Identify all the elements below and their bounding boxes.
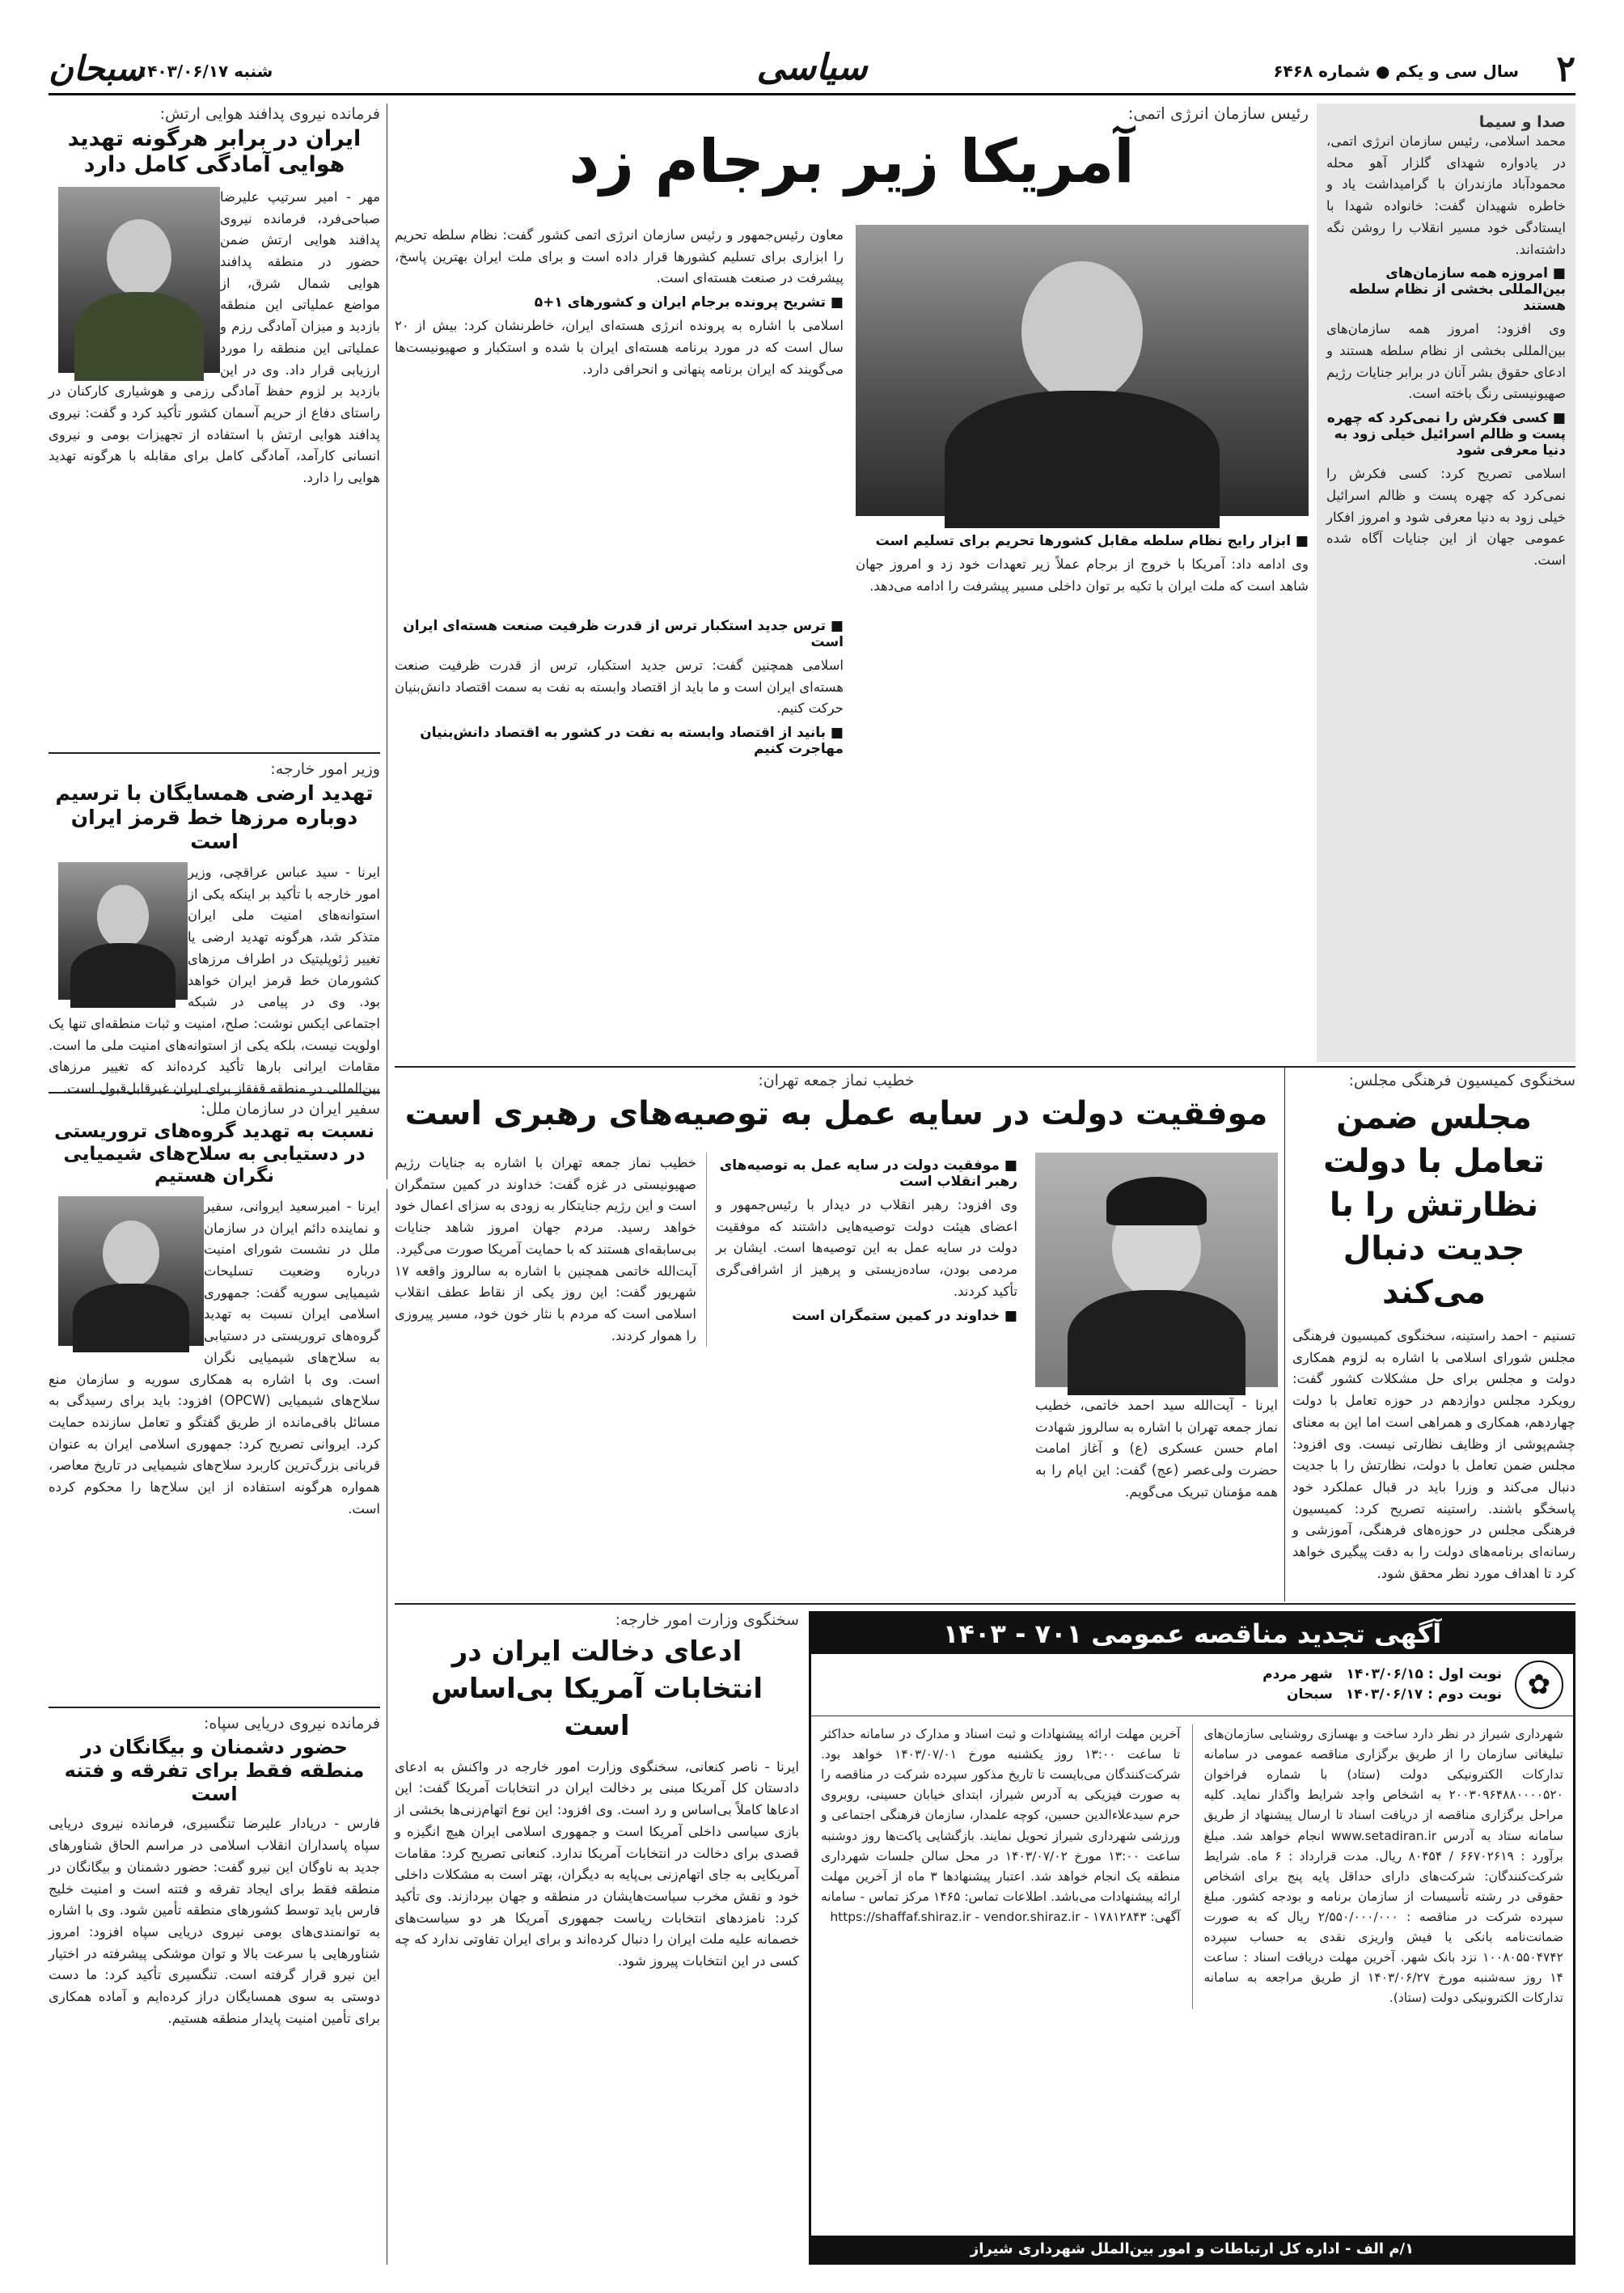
story-body: ایرنا - سید عباس عراقچی، وزیر امور خارجه با تأکید بر اینکه یکی از استوانه‌های امنیت ملی ایران متذکر شد، هرگونه تهدید ارضی یا تغییر ژئوپلیتیک در اطراف مرزهای کشورمان خط قرمز ایران خواهد بود. وی در پیامی در شبکه اجتماعی ایکس نوشت: صلح، امنیت و ثبات منطقه‌ای تنها یک اولویت نیست، بلکه یکی از استوانه‌های امنیت ملی ما است. مقامات ایرانی بارها تأکید کرده‌اند که تغییر مرزهای بین‌المللی در منطقه قفقاز برای ایران غیرقابل‌قبول است. — [49, 865, 380, 1097]
ad-partner: سبحان — [1287, 1686, 1333, 1703]
column-divider — [1284, 1068, 1285, 1601]
ad-header-row — [811, 1654, 1573, 1716]
story-headline: ایران در برابر هرگونه تهدید هوایی آمادگی کامل دارد — [67, 126, 362, 178]
municipality-emblem-icon — [1515, 1661, 1563, 1709]
lead-paragraph: اسلامی با اشاره به پرونده انرژی هسته‌ای ایران، خاطرنشان کرد: بیش از ۲۰ سال است که در مورد برنامه هسته‌ای ایران با شده و استکبار و صهیونیست‌ها می‌گویند که ایران برنامه پنهانی و انحرافی دارد. — [395, 318, 844, 377]
commander-photo — [58, 187, 220, 373]
lead-headline: آمریکا زیر برجام زد — [569, 127, 1135, 197]
lead-subhead: ■ ترس جدید استکبار ترس از قدرت ظرفیت صنعت هسته‌ای ایران است — [395, 618, 844, 650]
lead-subhead: ■ بانید از اقتصاد وابسته به نفت در کشور به اقتصاد دانش‌بنیان مهاجرت کنیم — [395, 725, 844, 757]
sidebar-paragraph: وی افزود: امروز همه سازمان‌های بین‌المللی بخشی از نظام سلطه هستند و ادعای حقوق بشر آنان در برابر جنایات رژیم صهیونیستی رنگ باخته است. — [1326, 321, 1566, 402]
section-divider — [49, 1707, 380, 1708]
story-body: مهر - امیر سرتیپ علیرضا صباحی‌فرد، فرمانده نیروی پدافند هوایی ارتش ضمن حضور در منطقه پدافند هوایی شمال شرق، از مواضع عملیاتی این منطقه بازدید و میزان آمادگی رزم و عملیاتی این منطقه را مورد ارزیابی قرار داد. وی در این بازدید بر لزوم حفظ آمادگی رزمی و هوشیاری کارکنان در راستای دفاع از حریم آسمان کشور تأکید کرد و گفت: نیروی پدافند هوایی ارتش با استفاده از تجهیزات بومی و نیروی انسانی کارآمد، آمادگی کامل برای مقابله با هرگونه تهدید هوایی را دارد. — [49, 188, 380, 486]
story-air-defense — [49, 105, 380, 748]
story-paragraph: ایرنا - آیت‌الله سید احمد خاتمی، خطیب نماز جمعه تهران با اشاره به سالروز شهادت امام حسن عسکری (ع) و آغاز امامت حضرت ولی‌عصر (عج) گفت: این ایام را به همه مؤمنان تبریک می‌گویم. — [1035, 1398, 1278, 1500]
lead-subhead: ■ ابزار رایج نظام سلطه مقابل کشورها تحریم برای تسلیم است — [856, 533, 1309, 549]
lead-kicker: رئیس سازمان انرژی اتمی: — [1127, 104, 1309, 123]
story-kicker: سخنگوی کمیسیون فرهنگی مجلس: — [1348, 1072, 1575, 1089]
sidebar-subhead: ■ کسی فکرش را نمی‌کرد که چهره پست و ظالم اسرائیل خیلی زود به دنیا معرفی شود — [1326, 410, 1566, 459]
story-parliament — [1292, 1072, 1575, 1597]
ad-body — [811, 1716, 1573, 2017]
story-kicker: فرمانده نیروی دریایی سپاه: — [203, 1715, 380, 1732]
story-body: ایرنا - امیرسعید ایروانی، سفیر و نماینده دائم ایران در سازمان ملل در نشست شورای امنیت درباره وضعیت تسلیحات شیمیایی سوریه گفت: جمهوری اسلامی ایران نسبت به تهدید گروه‌های تروریستی در دستیابی به سلاح‌های شیمیایی نگران است. وی با اشاره به همکاری سوریه و سازمان منع سلاح‌های شیمیایی (OPCW) افزود: باید برای رسیدگی به مسائل باقی‌مانده از طریق گفتگو و تعامل سازنده حمایت کرد. ایروانی تصریح کرد: جمهوری اسلامی ایران به عنوان قربانی بزرگ‌ترین کاربرد سلاح‌های شیمیایی در تاریخ معاصر، همواره هرگونه استفاده از این سلاح‌ها را محکوم کرده است. — [49, 1198, 380, 1517]
sidebar-kicker: صدا و سیما — [1478, 113, 1566, 131]
ad-round-1: نوبت اول : ۱۴۰۳/۰۶/۱۵ — [1346, 1665, 1502, 1682]
page-number: ۲ — [1556, 49, 1575, 90]
envoy-photo — [58, 1196, 204, 1346]
story-kicker: فرمانده نیروی پدافند هوایی ارتش: — [159, 105, 380, 123]
ad-title: آگهی تجدید مناقصه عمومی ۷۰۱ - ۱۴۰۳ — [811, 1614, 1573, 1654]
section-divider — [49, 752, 380, 754]
lead-paragraph: اسلامی همچنین گفت: ترس جدید استکبار، ترس از قدرت ظرفیت صنعت هسته‌ای ایران است و ما باید از اقتصاد وابسته به نفت به سمت اقتصاد دانش‌بنیان حرکت کنیم. — [395, 658, 844, 717]
ad-city: شهر مردم — [1262, 1665, 1333, 1682]
story-body: فارس - دریادار علیرضا تنگسیری، فرمانده نیروی دریایی سپاه پاسداران انقلاب اسلامی در مراسم الحاق شناورهای جدید به ناوگان این نیرو گفت: حضور دشمنان و بیگانگان در منطقه فقط برای ایجاد تفرقه و فتنه است و امنیت خلیج فارس باید توسط کشورهای منطقه تأمین شود. وی با اشاره به توانمندی‌های بومی نیروی دریایی سپاه افزود: امروز شناورهایی با سرعت بالا و توان موشکی پیشرفته در اختیار این نیرو قرار گرفته است. تنگسیری تأکید کرد: ما دست دوستی به سوی همسایگان دراز کرده‌ایم و آماده همکاری برای تأمین امنیت پایدار منطقه هستیم. — [49, 1816, 380, 2026]
story-navy — [49, 1715, 380, 2265]
lead-text-lower-right — [856, 528, 1309, 597]
ad-round-2: نوبت دوم : ۱۴۰۳/۰۶/۱۷ — [1345, 1686, 1502, 1703]
sidebar-paragraph: محمد اسلامی، رئیس سازمان انرژی اتمی، در یادواره شهدای گلزار آهو محله محمودآباد مازندران با گرامیداشت یاد و خاطره شهیدان گفت: خانواده شهدا با ایستادگی خود مسیر انقلاب را روشن نگه داشته‌اند. — [1326, 133, 1566, 257]
friday-text-columns — [395, 1153, 1017, 1347]
section-divider — [395, 1603, 1575, 1605]
story-foreign-minister — [49, 760, 380, 1097]
tender-advertisement — [809, 1611, 1575, 2265]
lead-text-upper — [395, 225, 844, 380]
story-paragraph: وی افزود: رهبر انقلاب در دیدار با رئیس‌جمهور و اعضای هیئت دولت توصیه‌هایی داشتند که موفقیت دولت در سایه عمل به این توصیه‌ها است. ایشان بر مردمی بودن، ساده‌زیستی و پرهیز از اشرافی‌گری تأکید کردند. — [716, 1197, 1017, 1299]
story-friday-prayer — [395, 1072, 1278, 1597]
story-headline: ادعای دخالت ایران در انتخابات آمریکا بی‌اساس است — [430, 1635, 763, 1742]
ad-city-info — [1262, 1665, 1333, 1706]
lead-paragraph: وی ادامه داد: آمریکا با خروج از برجام عملاً زیر تعهدات خود زد و امروز جهان شاهد است که ملت ایران با تکیه بر توان داخلی مسیر پیشرفت را ادامه می‌دهد. — [856, 556, 1309, 594]
minister-photo — [58, 862, 188, 1000]
story-headline: تهدید ارضی همسایگان با ترسیم دوباره مرزها خط قرمز ایران است — [55, 781, 374, 853]
sidebar-subhead: ■ امروزه همه سازمان‌های بین‌المللی بخشی از نظام سلطه هستند — [1326, 265, 1566, 314]
ad-divider — [1192, 1724, 1193, 2009]
story-kicker: وزیر امور خارجه: — [270, 760, 380, 778]
story-un-envoy — [49, 1100, 380, 1703]
story-kicker: خطیب نماز جمعه تهران: — [758, 1072, 915, 1089]
issue-info: سال سی و یکم ● شماره ۶۴۶۸ — [1273, 61, 1519, 81]
ad-text-right: شهرداری شیراز در نظر دارد ساخت و بهسازی روشنایی سازمان‌های تبلیغاتی سازمان را از طریق برگزاری مناقصه عمومی در سامانه تدارکات الکترونیکی دولت (ستاد) با شماره فراخوان ۲۰۰۳۰۹۶۴۸۸۰۰۰۰۵۲۰ به اشخاص واجد شرایط واگذار نماید. کلیه مراحل برگزاری مناقصه از دریافت اسناد تا ارسال پیشنهاد از طریق سامانه ستاد به آدرس www.setadiran.ir انجام خواهد شد. مبلغ برآورد : ۶۶۷۰۲۶۱۹ / ۸۰۴۵۴ ریال. مدت قرارداد : ۶ ماه. شرایط شرکت‌کنندگان: شرکت‌های دارای حداقل پایه پنج برای اشخاص حقوقی در رشته تأسیسات از سازمان برنامه و بودجه کشور. مبلغ سپرده شرکت در مناقصه : ۲/۵۵۰/۰۰۰/۰۰۰ ریال که به صورت ضمانت‌نامه بانکی یا فیش واریزی نقدی به حساب سپرده ۱۰۰۸۰۵۵۰۴۷۴۲ نزد بانک شهر. آخرین مهلت دریافت اسناد : ساعت ۱۴ روز سه‌شنبه مورخ ۱۴۰۳/۰۶/۲۷ از طریق مراجعه به سامانه تدارکات الکترونیکی دولت (ستاد). — [1203, 1727, 1564, 2006]
lead-paragraph: معاون رئیس‌جمهور و رئیس سازمان انرژی اتمی کشور گفت: نظام سلطه تحریم را ابزاری برای تسلیم کشورها قرار داده است و برای ملت ایران بهترین پاسخ، پیشرفت در صنعت هسته‌ای است. — [395, 227, 844, 286]
story-kicker: سفیر ایران در سازمان ملل: — [201, 1100, 380, 1118]
story-headline: نسبت به تهدید گروه‌های تروریستی در دستیابی به سلاح‌های شیمیایی نگران هستیم — [54, 1121, 374, 1187]
lead-text-lower-left — [395, 613, 844, 762]
story-spokesman — [395, 1611, 799, 2265]
story-paragraph: خطیب نماز جمعه تهران با اشاره به جنایات رژیم صهیونیستی در غزه گفت: خداوند در کمین ستمگران است و این رژیم جنایتکار به زودی به سزای اعمال خود خواهد رسید. مردم جهان امروز شاهد جنایات بی‌سابقه‌ای هستند که با حمایت آمریکا صورت می‌گیرد. — [395, 1155, 696, 1257]
lead-photo — [856, 225, 1309, 516]
story-headline: حضور دشمنان و بیگانگان در منطقه فقط برای تفرقه و فتنه است — [64, 1736, 365, 1805]
masthead — [49, 47, 1575, 95]
story-headline: موفقیت دولت در سایه عمل به توصیه‌های رهبری است — [404, 1095, 1268, 1132]
lead-subhead: ■ تشریح پرونده برجام ایران و کشورهای ۱+۵ — [395, 294, 844, 311]
issue-date: شنبه ۱۴۰۳/۰۶/۱۷ — [137, 61, 273, 81]
ad-rounds — [1346, 1665, 1502, 1706]
story-headline: مجلس ضمن تعامل با دولت نظارتش را با جدیت دنبال می‌کند — [1323, 1099, 1545, 1311]
story-kicker: سخنگوی وزارت امور خارجه: — [615, 1611, 799, 1629]
story-subhead: ■ خداوند در کمین ستمگران است — [716, 1308, 1017, 1324]
story-paragraph: آیت‌الله خاتمی همچنین با اشاره به سالروز واقعه ۱۷ شهریور گفت: این روز یکی از نقاط عطف انقلاب اسلامی است که مردم با نثار خون خود، مسیر پیروزی را هموار کردند. — [395, 1263, 696, 1343]
lead-story — [395, 104, 1309, 1062]
sidebar-paragraph: اسلامی تصریح کرد: کسی فکرش را نمی‌کرد که چهره پست و ظالم اسرائیل خیلی زود به دنیا معرفی شود و امروز افکار عمومی جهان از این جنایات آگاه شده است. — [1326, 466, 1566, 569]
friday-text-under-photo — [1035, 1395, 1278, 1504]
story-body: تسنیم - احمد راستینه، سخنگوی کمیسیون فرهنگی مجلس شورای اسلامی با اشاره به لزوم همکاری دولت و مجلس برای حل مشکلات کشور گفت: رویکرد مجلس دوازدهم در حوزه تعامل با دولت چهاردهم، همکاری و همراهی است اما این به معنای چشم‌پوشی از وظایف نظارتی نیست. وی افزود: مجلس ضمن تعامل با دولت، نظارتش را با جدیت دنبال می‌کند و وزرا باید در قبال عملکرد خود پاسخگو باشند. راستینه تصریح کرد: کمیسیون فرهنگی مجلس در حوزه‌های فرهنگی، آموزشی و رسانه‌ای برنامه‌های دولت را به دقت پیگیری خواهد کرد تا اهداف مورد نظر محقق شود. — [1292, 1328, 1575, 1581]
section-title: سیاسی — [756, 47, 868, 88]
ad-footer: ۱/م الف - اداره کل ارتباطات و امور بین‌الملل شهرداری شیراز — [811, 2236, 1573, 2262]
story-subhead: ■ موفقیت دولت در سایه عمل به توصیه‌های رهبر انقلاب است — [716, 1157, 1017, 1190]
section-divider — [395, 1066, 1575, 1068]
story-body: ایرنا - ناصر کنعانی، سخنگوی وزارت امور خارجه در واکنش به ادعای دادستان کل آمریکا مبنی بر دخالت ایران در انتخابات آمریکا گفت: این ادعاها کاملاً بی‌اساس و رد است. وی افزود: این نوع اتهام‌زنی‌ها بخشی از بازی سیاسی داخلی آمریکا است و جمهوری اسلامی ایران هیچ انگیزه و قصدی برای دخالت در انتخابات آمریکا ندارد. کنعانی تصریح کرد: مقامات آمریکایی به جای اتهام‌زنی بی‌پایه به دیگران، بهتر است به مشکلات داخلی خود و نقش مخرب سیاست‌هایشان در منطقه و جهان بپردازند. وی تأکید کرد: نامزدهای انتخابات ریاست جمهوری آمریکا هر دو سیاست‌های خصمانه علیه ملت ایران را دنبال کرده‌اند و برای ایران تفاوتی ندارد که چه کسی در این انتخابات پیروز شود. — [395, 1758, 799, 1969]
newspaper-logo: سبحان — [49, 49, 145, 88]
cleric-photo — [1035, 1153, 1278, 1387]
ad-text-left: آخرین مهلت ارائه پیشنهادات و ثبت اسناد و مدارک در سامانه حداکثر تا ساعت ۱۳:۰۰ روز یکشنبه مورخ ۱۴۰۳/۰۷/۰۱ خواهد بود. شرکت‌کنندگان می‌بایست تا تاریخ مذکور سپرده شرکت در مناقصه را به صورت فیزیکی به آدرس شیراز، ابتدای خیابان حسینی، روبروی حرم سیدعلاءالدین حسین، کوچه علمدار، سازمان فرهنگی اجتماعی و ورزشی شهرداری شیراز تحویل نمایند. بازگشایی پاکت‌ها روز دوشنبه ساعت ۱۳:۰۰ مورخ ۱۴۰۳/۰۷/۰۲ در محل سالن جلسات شهرداری منطقه یک انجام خواهد شد. اعتبار پیشنهادها ۳ ماه از آخرین مهلت ارائه پیشنهادات می‌باشد. اطلاعات تماس: ۱۴۶۵ مرکز تماس - سامانه آگهی: ۱۷۸۱۲۸۴۳ - https://shaffaf.shiraz.ir - vendor.shiraz.ir — [821, 1727, 1181, 1924]
sidebar-story — [1317, 104, 1575, 1062]
